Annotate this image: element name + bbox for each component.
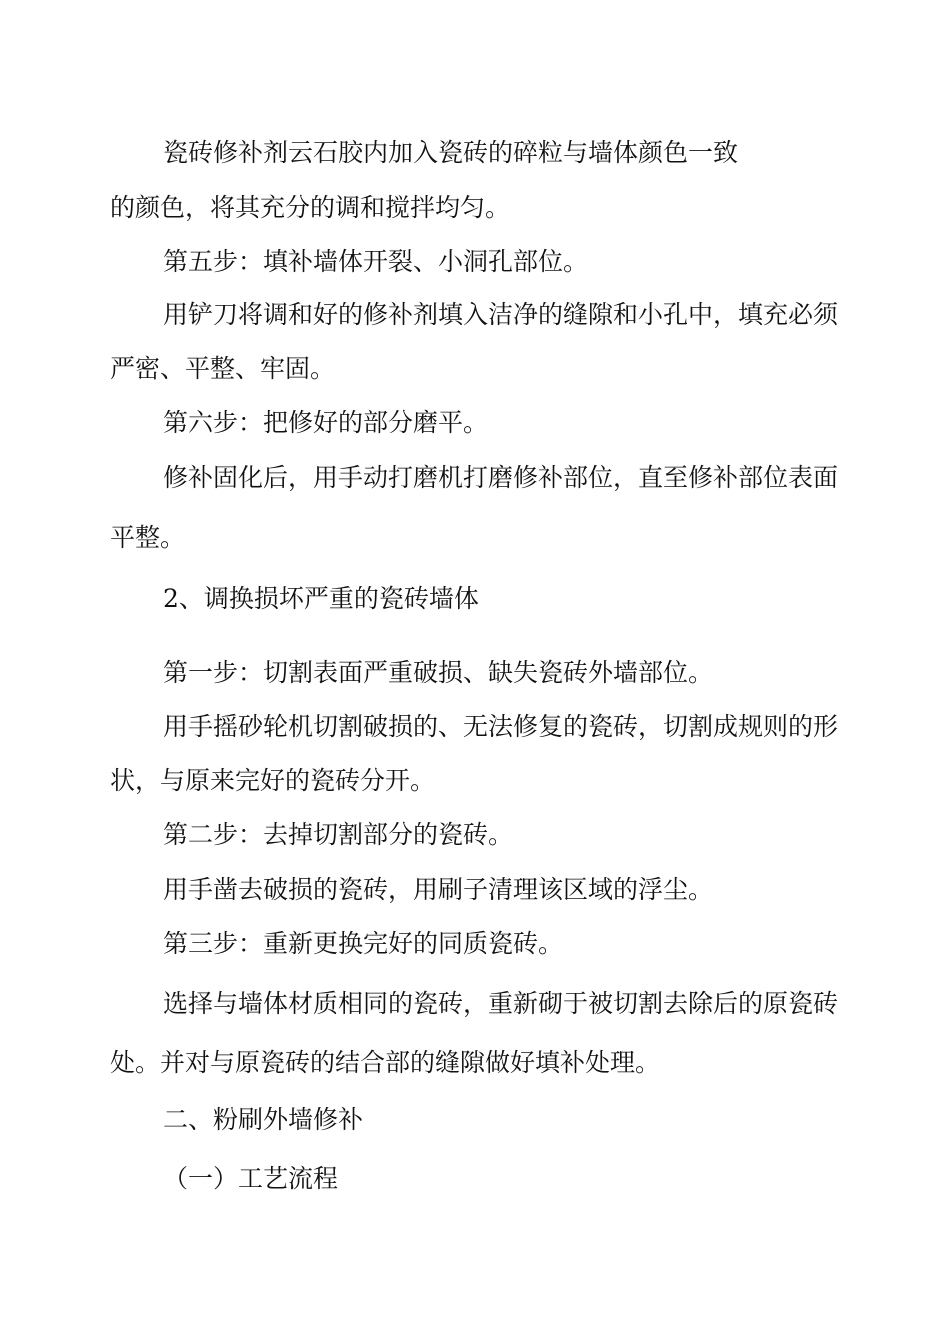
paragraph-line: 瓷砖修补剂云石胶内加入瓷砖的碎粒与墙体颜色一致 <box>163 138 739 167</box>
step-heading: 第六步：把修好的部分磨平。 <box>163 408 489 437</box>
step-heading: 第三步：重新更换完好的同质瓷砖。 <box>163 929 564 958</box>
paragraph-line: 选择与墙体材质相同的瓷砖，重新砌于被切割去除后的原瓷砖 <box>163 989 839 1018</box>
paragraph-line: 用手摇砂轮机切割破损的、无法修复的瓷砖，切割成规则的形 <box>163 712 839 741</box>
paragraph-line: 状，与原来完好的瓷砖分开。 <box>110 766 436 795</box>
paragraph-line: 用手凿去破损的瓷砖，用刷子清理该区域的浮尘。 <box>163 875 714 904</box>
step-heading: 第一步：切割表面严重破损、缺失瓷砖外墙部位。 <box>163 658 714 687</box>
paragraph-line: 用铲刀将调和好的修补剂填入洁净的缝隙和小孔中，填充必须 <box>163 300 839 329</box>
paragraph-line: 处。并对与原瓷砖的结合部的缝隙做好填补处理。 <box>110 1048 661 1077</box>
step-heading: 第二步：去掉切割部分的瓷砖。 <box>163 820 514 849</box>
chapter-heading: 二、粉刷外墙修补 <box>163 1105 364 1134</box>
step-heading: 第五步：填补墙体开裂、小洞孔部位。 <box>163 247 589 276</box>
paragraph-line: 严密、平整、牢固。 <box>110 354 336 383</box>
subsection-heading: （一）工艺流程 <box>163 1164 339 1193</box>
paragraph-line: 的颜色，将其充分的调和搅拌均匀。 <box>110 193 511 222</box>
paragraph-line: 平整。 <box>110 523 186 552</box>
section-heading: 2、调换损坏严重的瓷砖墙体 <box>163 584 479 613</box>
paragraph-line: 修补固化后，用手动打磨机打磨修补部位，直至修补部位表面 <box>163 463 839 492</box>
